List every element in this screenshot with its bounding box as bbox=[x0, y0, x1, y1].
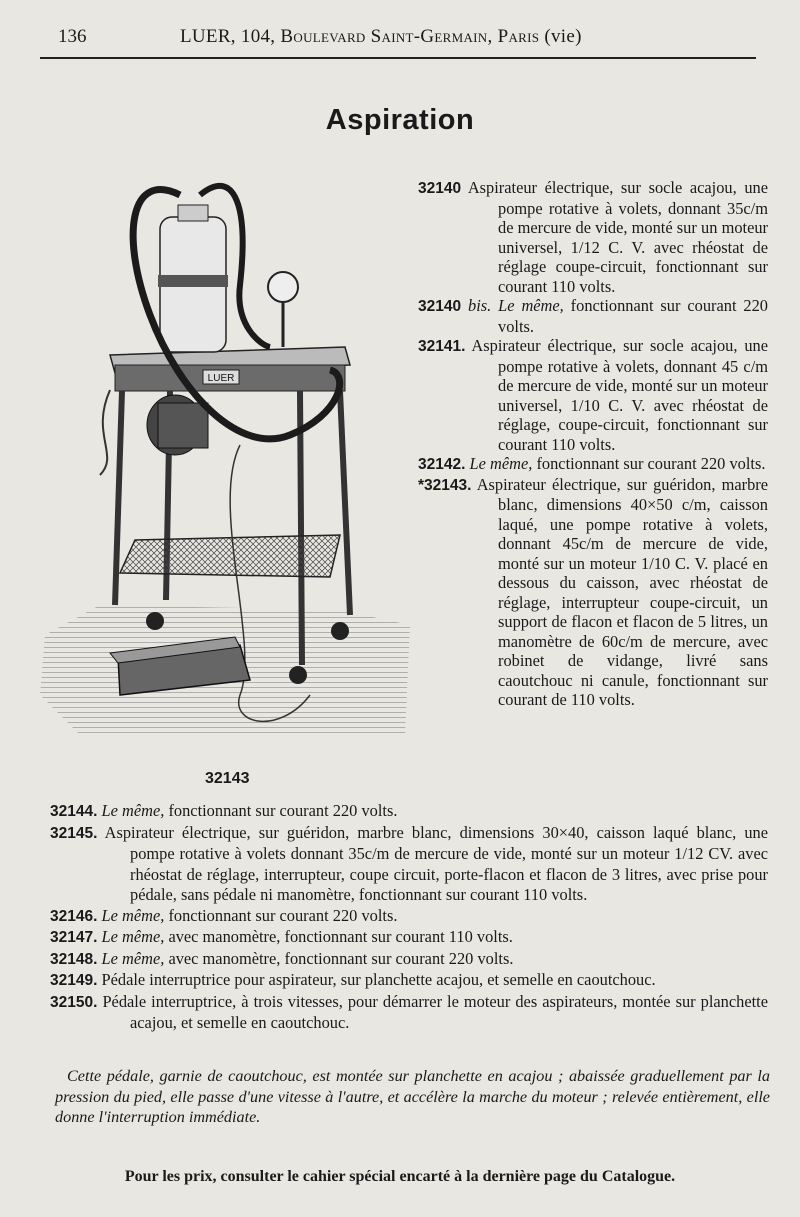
catalog-entry bbox=[418, 336, 768, 454]
brand-label: LUER bbox=[207, 373, 235, 384]
catalog-entry bbox=[418, 454, 768, 475]
catalog-entry bbox=[50, 992, 768, 1034]
entry-number: 32147. bbox=[50, 929, 98, 946]
entry-number: 32140 bbox=[418, 180, 462, 197]
entry-number: 32140 bbox=[418, 298, 462, 315]
entry-italic: Le même, bbox=[97, 905, 165, 925]
page-title: Aspiration bbox=[325, 104, 475, 136]
entry-text: Pédale interruptrice, à trois vitesses, pour démarrer le moteur des aspirateurs, montée sur planchette acajou, et semelle en caoutchouc. bbox=[97, 991, 768, 1032]
full-width-entries bbox=[50, 801, 768, 1034]
publisher: LUER, 104, bbox=[180, 26, 281, 47]
bottle-bands bbox=[158, 275, 228, 287]
figure-caption: 32143 bbox=[205, 770, 250, 787]
entry-text: Aspirateur électrique, sur guéridon, marbre blanc, dimensions 40×50 c/m, caisson laqué, une pompe rotative à volets, donnant 45c/m de mercure de vide, monté sur un moteur 1/10 C. V. placé en dessous du caisson, avec rhéostat de réglage, interrupteur coupe-circuit, un support de flacon et flacon de 5 litres, un manomètre de 60c/m de mercure, avec robinet de vidange, livré sans caoutchouc ni canule, fonctionnant sur courant de 110 volts. bbox=[471, 474, 768, 709]
catalog-entry bbox=[418, 475, 768, 710]
entry-text: fonctionnant sur courant 220 volts. bbox=[164, 801, 398, 820]
entry-number: 32150. bbox=[50, 993, 98, 1011]
entry-text: fonctionnant sur courant 220 volts. bbox=[498, 296, 768, 336]
right-column bbox=[418, 178, 768, 710]
bottle-neck bbox=[178, 205, 208, 221]
header-rule bbox=[40, 57, 756, 59]
caster bbox=[146, 612, 164, 630]
catalog-entry bbox=[50, 801, 768, 823]
entry-number: 32146. bbox=[50, 907, 98, 925]
catalog-entry bbox=[50, 927, 768, 949]
motor-housing bbox=[158, 403, 208, 448]
pedal-note: Cette pédale, garnie de caoutchouc, est montée sur planchette en acajou ; abaissée graduellement par la pression du pied, elle passe d'une vitesse à l'autre, et accélère la marche du moteur ; relevée entièrement, elle donne l'interruption immédiate. bbox=[55, 1067, 770, 1126]
entry-number: *32143. bbox=[418, 476, 472, 494]
catalog-entry bbox=[50, 949, 768, 971]
price-footer: Pour les prix, consulter le cahier spécial encarté à la dernière page du Catalogue. bbox=[124, 1168, 676, 1185]
catalog-entry bbox=[50, 906, 768, 928]
page-number: 136 bbox=[58, 26, 87, 47]
aspirator-illustration bbox=[40, 175, 418, 760]
entry-italic: Le même, bbox=[97, 948, 165, 968]
entry-number: 32149. bbox=[50, 972, 98, 989]
caster bbox=[331, 622, 349, 640]
entry-number: 32141. bbox=[418, 338, 466, 355]
caster bbox=[289, 666, 307, 684]
aspirator-engraving bbox=[40, 175, 418, 760]
entry-italic: Le même, bbox=[97, 801, 165, 820]
catalog-entry bbox=[50, 970, 768, 992]
running-header bbox=[180, 26, 582, 48]
address: Boulevard Saint-Germain, Paris bbox=[280, 26, 540, 47]
entry-text: fonctionnant sur courant 220 volts. bbox=[164, 905, 398, 925]
lower-shelf bbox=[120, 535, 340, 577]
entry-number: 32144. bbox=[50, 803, 98, 820]
entry-number: 32148. bbox=[50, 950, 98, 968]
entry-italic: Le même, bbox=[97, 927, 165, 946]
entry-text: avec manomètre, fonctionnant sur courant 110 volts. bbox=[164, 927, 513, 946]
catalog-entry bbox=[418, 296, 768, 336]
entry-italic: bis. Le même, bbox=[461, 296, 564, 315]
entry-text: fonctionnant sur courant 220 volts. bbox=[532, 454, 766, 473]
catalog-entry bbox=[418, 178, 768, 296]
entry-text: Aspirateur électrique, sur socle acajou, une pompe rotative à volets, donnant 45 c/m de mercure de vide, monté sur un moteur universel, 1/10 C. V. avec rhéostat de réglage, coupe-circuit, fonctionnant sur courant 110 volts. bbox=[465, 336, 768, 454]
entry-number: 32145. bbox=[50, 824, 98, 842]
arrondissement: (vie) bbox=[539, 26, 582, 47]
entry-text: avec manomètre, fonctionnant sur courant 220 volts. bbox=[164, 948, 514, 968]
power-cord bbox=[100, 390, 110, 475]
catalog-entry bbox=[50, 823, 768, 906]
entry-number: 32142. bbox=[418, 456, 466, 473]
manometer bbox=[268, 272, 298, 302]
entry-text: Aspirateur électrique, sur guéridon, marbre blanc, dimensions 30×40, caisson laqué blanc, une pompe rotative à volets donnant 35c/m de mercure de vide, monté sur un moteur 1/12 CV. avec rhéostat de réglage, interrupteur, coupe circuit, porte-flacon et flacon de 3 litres, avec prise pour pédale, sans pédale ni manomètre, fonctionnant sur courant 110 volts. bbox=[97, 822, 768, 904]
entry-italic: Le même, bbox=[465, 454, 533, 473]
entry-text: Aspirateur électrique, sur socle acajou, une pompe rotative à volets, donnant 35c/m de mercure de vide, monté sur un moteur universel, 1/12 C. V. avec rhéostat de réglage coupe-circuit, fonctionnant sur courant 110 volts. bbox=[461, 178, 768, 296]
entry-text: Pédale interruptrice pour aspirateur, sur planchette acajou, et semelle en caoutchouc. bbox=[97, 970, 656, 989]
